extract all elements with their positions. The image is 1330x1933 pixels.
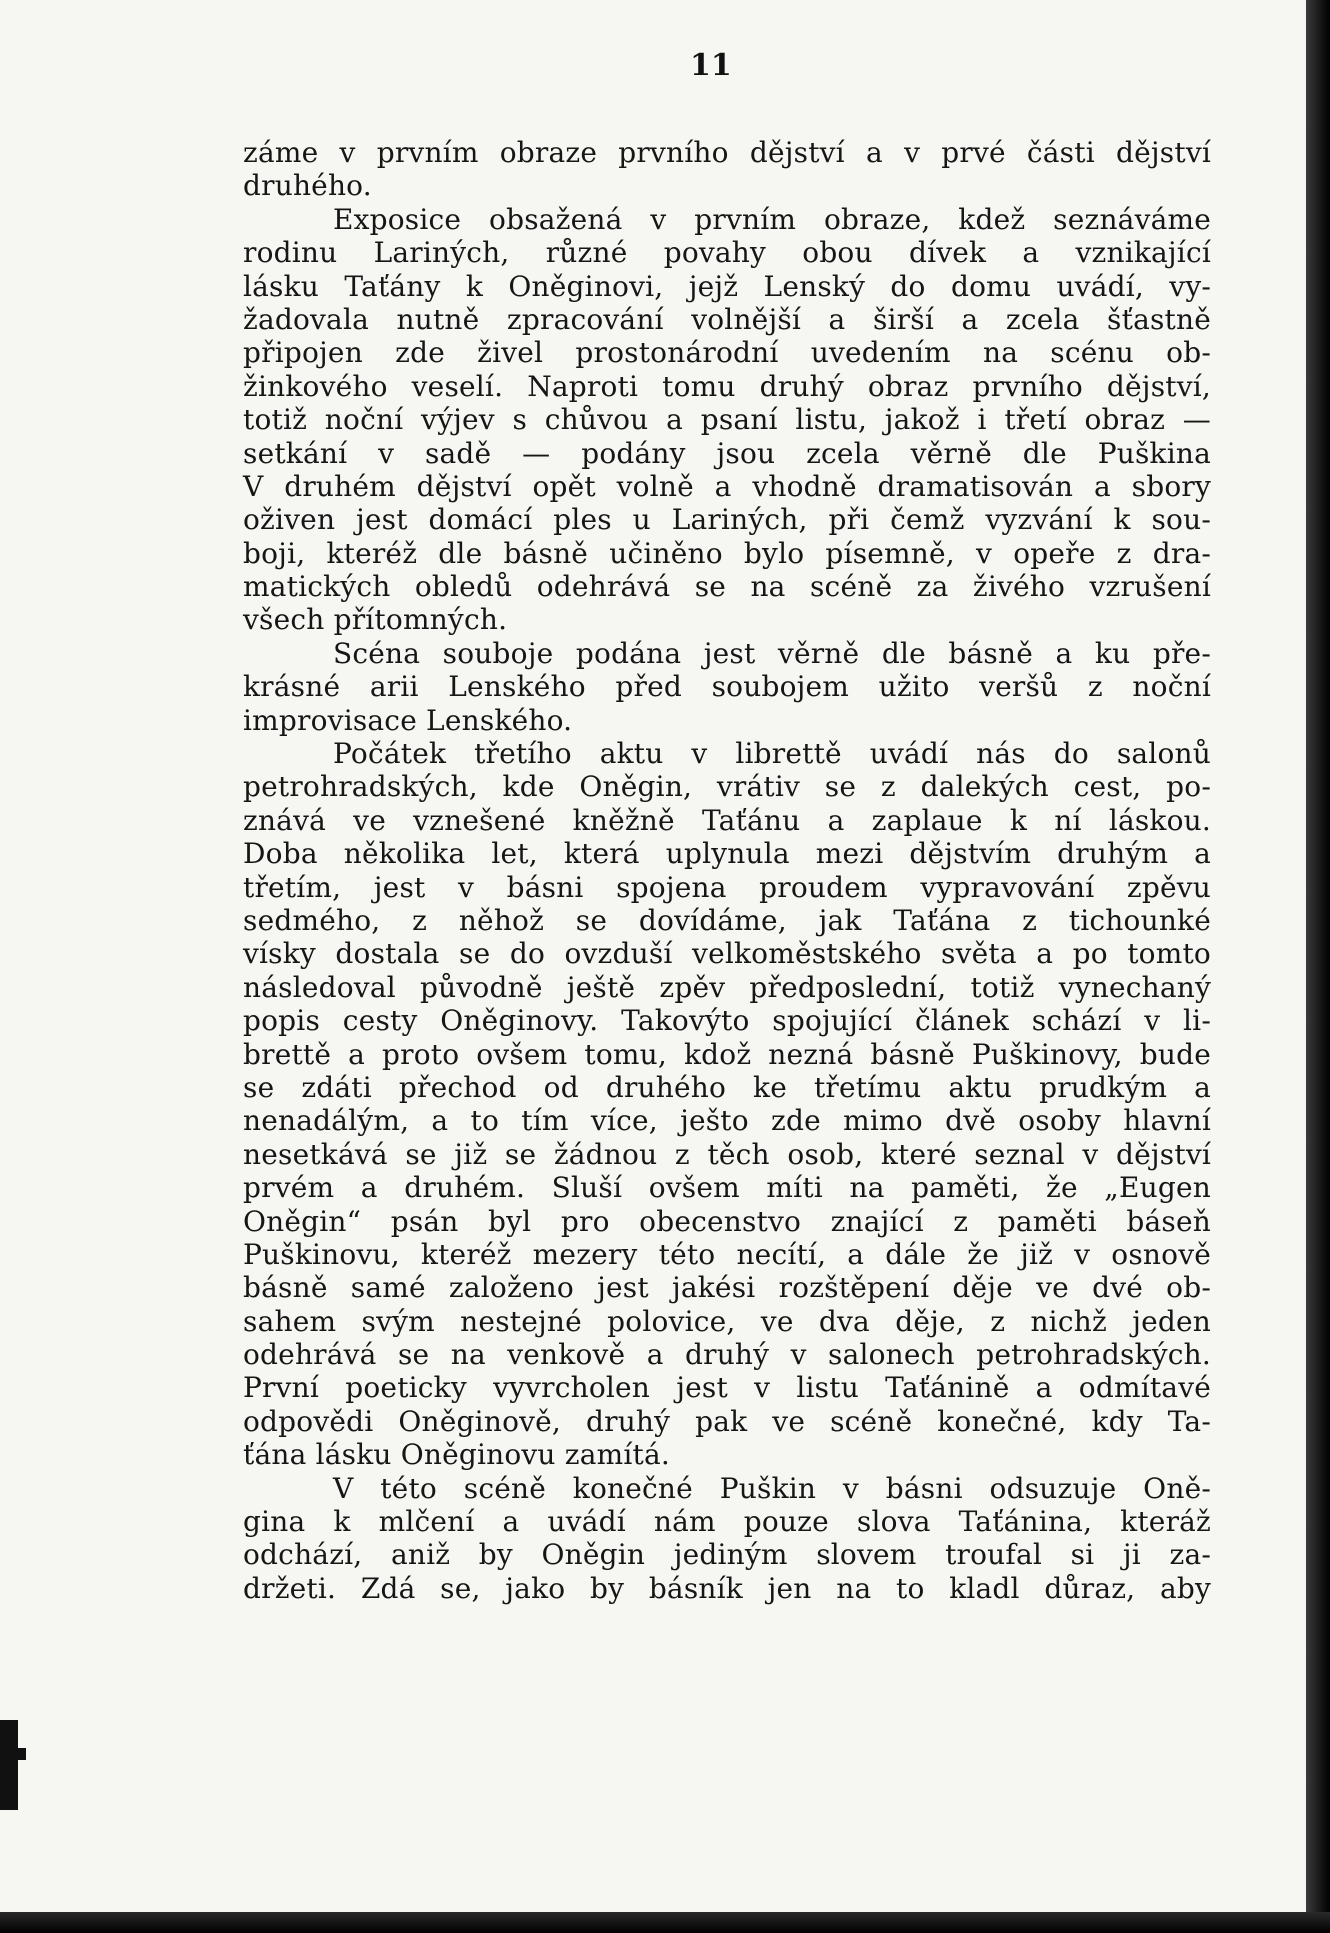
binding-mark	[0, 1720, 18, 1810]
text-line: žinkového veselí. Naproti tomu druhý obraz prvního dějství,	[243, 369, 1211, 403]
text-line: znává ve vznešené kněžně Taťánu a zaplaue k ní láskou.	[243, 803, 1211, 837]
text-line: totiž noční výjev s chůvou a psaní listu, jakož i třetí obraz —	[243, 403, 1211, 437]
binding-tick	[0, 1748, 26, 1760]
text-line: třetím, jest v básni spojena proudem vypravování zpěvu	[243, 870, 1211, 904]
text-line: improvisace Lenského.	[243, 703, 573, 737]
text-line: nesetkává se již se žádnou z těch osob, které seznal v dějství	[243, 1137, 1211, 1171]
text-line: prvém a druhém. Sluší ovšem míti na paměti, že „Eugen	[243, 1171, 1211, 1205]
text-line: básně samé založeno jest jakési rozštěpení děje ve dvé ob-	[243, 1271, 1211, 1305]
text-line: matických obledů odehrává se na scéně za živého vzrušení	[243, 570, 1211, 604]
text-line: záme v prvním obraze prvního dějství a v prvé části dějství	[243, 136, 1211, 169]
text-line: ťána lásku Oněginovu zamítá.	[243, 1438, 670, 1472]
text-line: Puškinovu, kteréž mezery této necítí, a dále že již v osnově	[243, 1237, 1211, 1271]
text-line: všech přítomných.	[243, 603, 508, 637]
text-line: Počátek třetího aktu v librettě uvádí nás do salonů	[333, 737, 1211, 771]
text-line: Doba několika let, která uplynula mezi dějstvím druhým a	[243, 837, 1211, 871]
text-line: lásku Taťány k Oněginovi, jejž Lenský do domu uvádí, vy-	[243, 269, 1211, 303]
text-line: sedmého, z něhož se dovídáme, jak Taťána z tichounké	[243, 903, 1211, 937]
scan-bottom-edge	[0, 1912, 1330, 1933]
text-line: následoval původně ještě zpěv předposlední, totiž vynechaný	[243, 970, 1211, 1004]
text-line: nenadálým, a to tím více, ješto zde mimo dvě osoby hlavní	[243, 1104, 1211, 1138]
body-text	[243, 136, 1211, 1605]
text-line: Exposice obsažená v prvním obraze, kdež seznáváme	[333, 202, 1211, 236]
text-line: Scéna souboje podána jest věrně dle básně a ku pře-	[333, 636, 1211, 670]
text-line: odehrává se na venkově a druhý v salonech petrohradských.	[243, 1338, 1211, 1372]
text-line: brettě a proto ovšem tomu, kdož nezná básně Puškinovy, bude	[243, 1037, 1211, 1071]
text-line: sahem svým nestejné polovice, ve dva děje, z nichž jeden	[243, 1304, 1211, 1338]
text-line: připojen zde živel prostonárodní uvedením na scénu ob-	[243, 336, 1211, 370]
text-line: boji, kteréž dle básně učiněno bylo písemně, v opeře z dra-	[243, 536, 1211, 570]
text-line: První poeticky vyvrcholen jest v listu Taťánině a odmítavé	[243, 1371, 1211, 1405]
text-line: Oněgin“ psán byl pro obecenstvo znající z paměti báseň	[243, 1204, 1211, 1238]
text-line: rodinu Lariných, různé povahy obou dívek a vznikající	[243, 236, 1211, 270]
text-line: se zdáti přechod od druhého ke třetímu aktu prudkým a	[243, 1070, 1211, 1104]
text-line: vísky dostala se do ovzduší velkoměstského světa a po tomto	[243, 937, 1211, 971]
text-line: druhého.	[243, 169, 372, 203]
text-line: oživen jest domácí ples u Lariných, při čemž vyzvání k sou-	[243, 503, 1211, 537]
text-line: petrohradských, kde Oněgin, vrátiv se z dalekých cest, po-	[243, 770, 1211, 804]
text-line: žadovala nutně zpracování volnější a širší a zcela šťastně	[243, 302, 1211, 336]
text-line: popis cesty Oněginovy. Takovýto spojující článek schází v li-	[243, 1004, 1211, 1038]
text-line: setkání v sadě — podány jsou zcela věrně dle Puškina	[243, 436, 1211, 470]
text-line: držeti. Zdá se, jako by básník jen na to kladl důraz, aby	[243, 1571, 1211, 1605]
text-line: gina k mlčení a uvádí nám pouze slova Taťánina, kteráž	[243, 1505, 1211, 1539]
page-number: 11	[690, 48, 732, 83]
text-line: krásné arii Lenského před soubojem užito veršů z noční	[243, 670, 1211, 704]
text-line: odchází, aniž by Oněgin jediným slovem troufal si ji za-	[243, 1538, 1211, 1572]
text-line: V druhém dějství opět volně a vhodně dramatisován a sbory	[243, 469, 1211, 503]
scan-right-edge	[1306, 0, 1330, 1933]
text-line: V této scéně konečné Puškin v básni odsuzuje Oně-	[333, 1471, 1211, 1505]
text-line: odpovědi Oněginově, druhý pak ve scéně konečné, kdy Ta-	[243, 1404, 1211, 1438]
